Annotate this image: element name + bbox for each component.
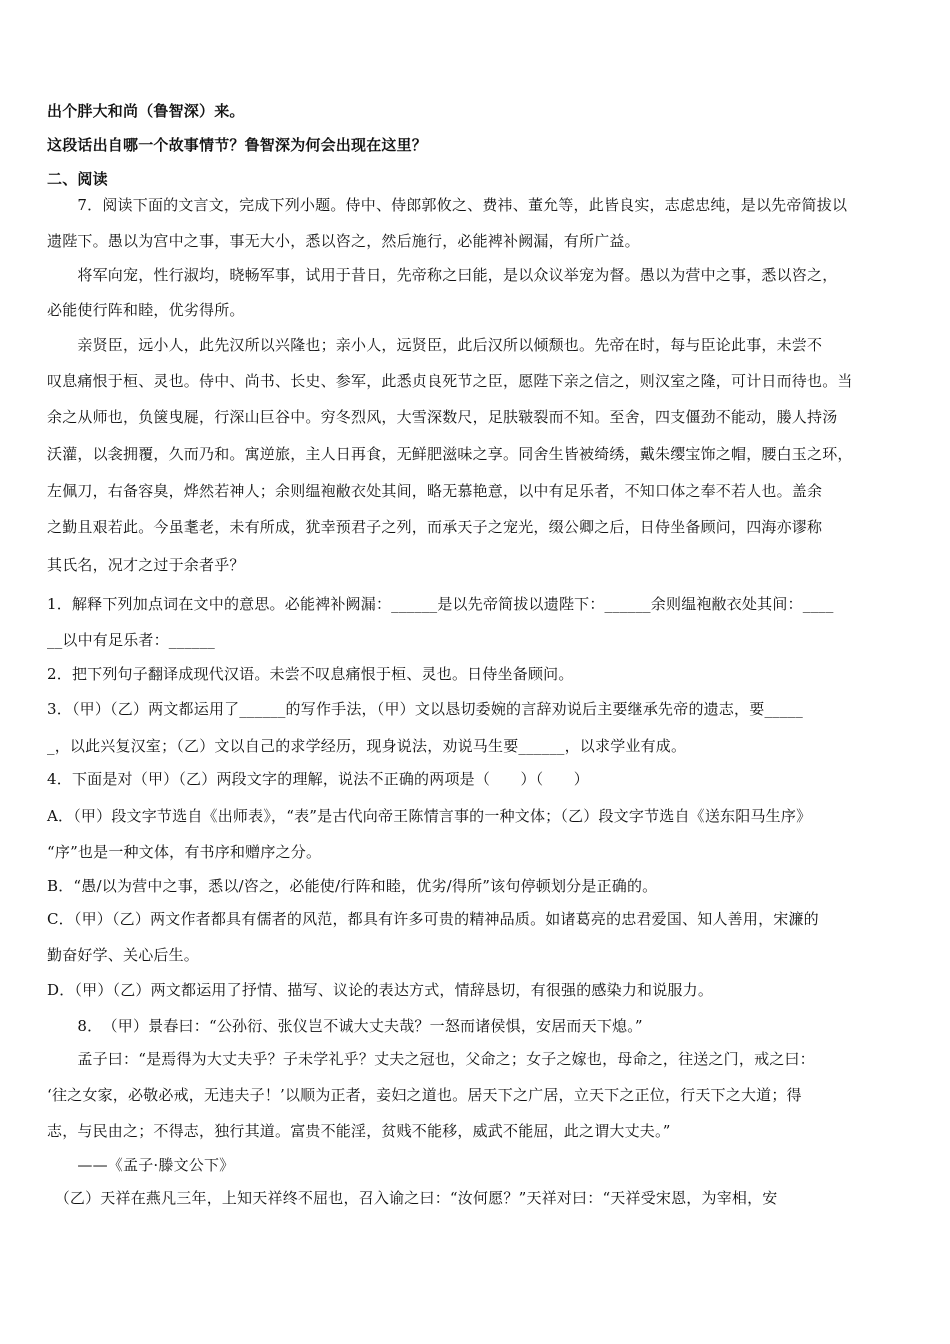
passage-line: 左佩刀，右备容臭，烨然若神人；余则缊袍敝衣处其间，略无慕艳意，以中有足乐者，不知口体之奉不若人也。盖余 (47, 482, 823, 500)
question-8: 8． （甲）景春曰：“公孙衍、张仪岂不诚大丈夫哉？一怒而诸侯惧，安居而天下熄。” (47, 1017, 643, 1035)
passage-line: ‘往之女家，必敬必戒，无违夫子！’以顺为正者，妾妇之道也。居天下之广居，立天下之正位，行天下之大道；得 (47, 1086, 802, 1104)
option-d: D．（甲）（乙）两文都运用了抒情、描写、议论的表达方式，情辞恳切，有很强的感染力和说服力。 (47, 981, 714, 999)
passage-line: 7．阅读下面的文言文，完成下列小题。侍中、侍郎郭攸之、费祎、董允等，此皆良实，志虑忠纯，是以先帝简拔以 (47, 196, 848, 214)
option-a-cont: “序”也是一种文体，有书序和赠序之分。 (47, 843, 322, 861)
passage-line: 叹息痛恨于桓、灵也。侍中、尚书、长史、参军，此悉贞良死节之臣，愿陛下亲之信之，则汉室之隆，可计日而待也。当 (47, 372, 853, 390)
passage-line: 沃灌，以衾拥覆，久而乃和。寓逆旅，主人日再食，无鲜肥滋味之享。同舍生皆被绮绣，戴朱缨宝饰之帽，腰白玉之环， (47, 445, 853, 463)
passage-line: 遗陛下。愚以为宫中之事，事无大小，悉以咨之，然后施行，必能裨补阙漏，有所广益。 (47, 232, 640, 250)
passage-line: （乙）天祥在燕凡三年，上知天祥终不屈也，召入谕之曰：“汝何愿？”天祥对曰：“天祥受宋恩，为宰相，安 (47, 1189, 778, 1207)
question-2: 2．把下列句子翻译成现代汉语。未尝不叹息痛恨于桓、灵也。日侍坐备顾问。 (47, 665, 574, 683)
passage-line: 亲贤臣，远小人，此先汉所以兴隆也；亲小人，远贤臣，此后汉所以倾颓也。先帝在时，每与臣论此事，未尝不 (47, 336, 823, 354)
passage-line: 必能使行阵和睦，优劣得所。 (47, 301, 245, 319)
passage-line: 孟子曰：“是焉得为大丈夫乎？子未学礼乎？丈夫之冠也，父命之；女子之嫁也，母命之，往送之门，戒之曰： (47, 1050, 815, 1068)
text-line: 出个胖大和尚（鲁智深）来。 (47, 102, 245, 120)
option-b: B．“愚/以为营中之事，悉以/咨之，必能使/行阵和睦，优劣/得所”该句停顿划分是正确的。 (47, 877, 658, 895)
passage-line: 余之从师也，负箧曳屣，行深山巨谷中。穷冬烈风，大雪深数尺，足肤皲裂而不知。至舍，四支僵劲不能动，媵人持汤 (47, 408, 838, 426)
passage-line: 之勤且艰若此。今虽耄老，未有所成，犹幸预君子之列，而承天子之宠光，缀公卿之后，日侍坐备顾问，四海亦谬称 (47, 518, 823, 536)
question-3-cont: _，以此兴复汉室；（乙）文以自己的求学经历，现身说法，劝说马生要______，以求学业有成。 (47, 737, 687, 755)
source-line: ——《孟子·滕文公下》 (47, 1156, 235, 1174)
section-heading: 二、阅读 (47, 170, 108, 188)
question-1-cont: __以中有足乐者：______ (47, 631, 216, 649)
question-4: 4．下面是对（甲）（乙）两段文字的理解，说法不正确的两项是（ ）（ ） (47, 770, 589, 788)
option-c-cont: 勤奋好学、关心后生。 (47, 946, 200, 964)
option-a: A．（甲）段文字节选自《出师表》，“表”是古代向帝王陈情言事的一种文体；（乙）段文字节选自《送东阳马生序》 (47, 807, 812, 825)
question-3: 3．（甲）（乙）两文都运用了______的写作手法，（甲）文以恳切委婉的言辞劝说后主要继承先帝的遗志，要_____ (47, 700, 803, 718)
question-line: 这段话出自哪一个故事情节？鲁智深为何会出现在这里？ (47, 136, 428, 154)
passage-line: 志，与民由之；不得志，独行其道。富贵不能淫，贫贱不能移，威武不能屈，此之谓大丈夫。” (47, 1122, 671, 1140)
option-c: C．（甲）（乙）两文作者都具有儒者的风范，都具有许多可贵的精神品质。如诸葛亮的忠君爱国、知人善用，宋濂的 (47, 910, 819, 928)
passage-line: 将军向宠，性行淑均，晓畅军事，试用于昔日，先帝称之曰能，是以众议举宠为督。愚以为营中之事，悉以咨之， (47, 266, 838, 284)
question-1: 1．解释下列加点词在文中的意思。必能裨补阙漏：______是以先帝简拔以遗陛下：______余则缊袍敝衣处其间：____ (47, 595, 834, 613)
passage-line: 其氏名，况才之过于余者乎？ (47, 556, 245, 574)
